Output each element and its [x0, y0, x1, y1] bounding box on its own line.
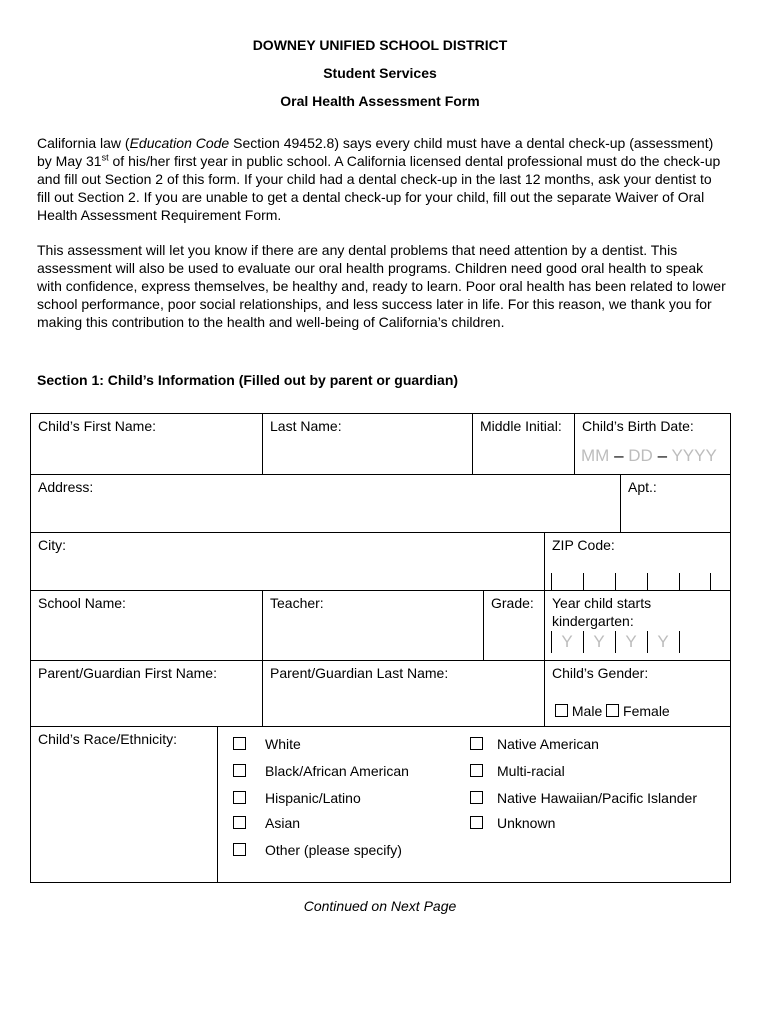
- child-first-name-field[interactable]: Child’s First Name:: [30, 413, 263, 475]
- department-name: Student Services: [323, 65, 437, 81]
- gender-female-checkbox[interactable]: [606, 704, 619, 717]
- continued-note: Continued on Next Page: [303, 898, 457, 914]
- zip-digit-boxes: [551, 573, 711, 591]
- teacher-field[interactable]: Teacher:: [262, 590, 484, 661]
- city-field[interactable]: City:: [30, 532, 545, 591]
- school-name-field[interactable]: School Name:: [30, 590, 263, 661]
- race-ethnicity-label-cell: Child’s Race/Ethnicity:: [30, 726, 218, 883]
- race-other-checkbox[interactable]: [233, 843, 246, 856]
- birth-date-placeholder: MM – DD – YYYY: [581, 446, 717, 465]
- gender-male-checkbox[interactable]: [555, 704, 568, 717]
- race-native-hawaiian-checkbox[interactable]: [470, 791, 483, 804]
- race-asian-checkbox[interactable]: [233, 816, 246, 829]
- last-name-field[interactable]: Last Name:: [262, 413, 473, 475]
- year-digit-boxes: Y Y Y Y: [550, 631, 680, 653]
- education-code-citation: Education Code: [129, 135, 230, 151]
- race-black-checkbox[interactable]: [233, 764, 246, 777]
- zip-code-field[interactable]: ZIP Code:: [544, 532, 731, 591]
- intro-paragraph-1: California law (Education Code Section 49452.8) says every child must have a dental check-up (assessment) by May 31st of his/her first year in public school. A California licensed dental professional must do the check-up and fill out Section 2 of this form. If your child had a dental check-up in the last 12 months, ask your dentist to fill out Section 2. If you are unable to get a dental check-up for your child, fill out the separate Waiver of Oral Health Assessment Requirement Form.: [37, 135, 721, 223]
- grade-field[interactable]: Grade:: [483, 590, 545, 661]
- intro-paragraph-2: This assessment will let you know if there are any dental problems that need attention by a dentist. This assessment will also be used to evaluate our oral health programs. Children need good oral health to speak with confidence, express themselves, be healthy and, ready to learn. Poor oral health has been related to lower school performance, poor social relationships, and less success later in life. For this reason, we thank you for making this contribution to the health and well-being of California’s children.: [37, 242, 726, 330]
- gender-male-label: Male: [571, 703, 603, 719]
- child-gender-field: Child’s Gender: Male Female: [544, 660, 731, 727]
- race-multiracial-checkbox[interactable]: [470, 764, 483, 777]
- gender-female-label: Female: [623, 703, 670, 719]
- parent-first-name-field[interactable]: Parent/Guardian First Name:: [30, 660, 263, 727]
- birth-date-field[interactable]: Child’s Birth Date: MM – DD – YYYY: [574, 413, 731, 475]
- form-title: Oral Health Assessment Form: [280, 93, 480, 109]
- district-name: DOWNEY UNIFIED SCHOOL DISTRICT: [252, 37, 508, 53]
- kindergarten-year-field[interactable]: Year child starts kindergarten: Y Y Y Y: [544, 590, 731, 661]
- race-native-american-checkbox[interactable]: [470, 737, 483, 750]
- race-ethnicity-options: White Black/African American Hispanic/Latino Asian Other (please specify) Native American Multi-racial Native Hawaiian/Pacific Islander Unknown: [217, 726, 731, 883]
- apt-field[interactable]: Apt.:: [620, 474, 731, 533]
- race-unknown-checkbox[interactable]: [470, 816, 483, 829]
- race-white-checkbox[interactable]: [233, 737, 246, 750]
- section-1-title: Section 1: Child’s Information (Filled out by parent or guardian): [37, 372, 459, 388]
- race-hispanic-checkbox[interactable]: [233, 791, 246, 804]
- middle-initial-field[interactable]: Middle Initial:: [472, 413, 575, 475]
- address-field[interactable]: Address:: [30, 474, 621, 533]
- parent-last-name-field[interactable]: Parent/Guardian Last Name:: [262, 660, 545, 727]
